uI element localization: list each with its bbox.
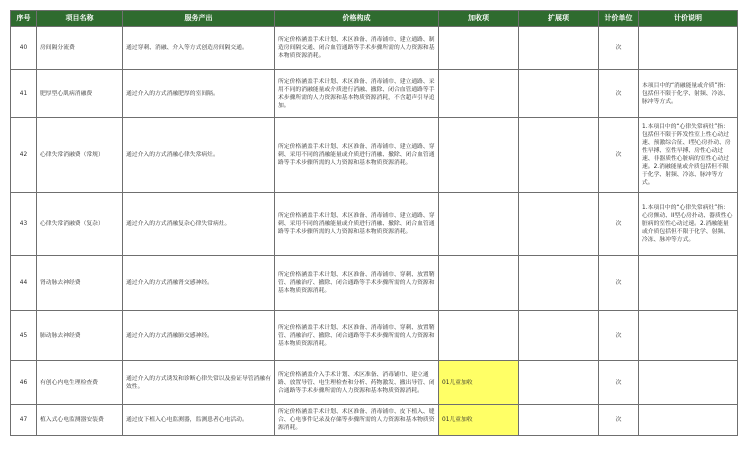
price-composition: 所定价格涵盖手术计划、术区准备、消毒铺巾、建立通路、穿刺、采用不同的消融能量或介质进行消融、撤除、闭合血管通路等手术步骤所需的人力资源和基本物质资源消耗。	[275, 118, 439, 193]
pricing-note	[639, 311, 738, 361]
pricing-note	[639, 27, 738, 70]
header-cell: 服务产出	[123, 11, 275, 27]
pricing-note: 1.本项目中的“心律失常病灶”指：心房颤动、II型心房扑动、器质性心脏病的室性心动过速。2.消融能量或介质包括但不限于化学、射频、冷冻、脉冲等方式。	[639, 193, 738, 256]
extension-item	[519, 405, 599, 436]
price-composition: 所定价格涵盖手术计划、术区准备、消毒铺巾、建立通路、制造房间隔交通、闭合血管通路等手术步骤所需的人力资源和基本物质资源消耗。	[275, 27, 439, 70]
pricing-note	[639, 405, 738, 436]
service-output: 通过介入的方式消融肺交感神经。	[123, 311, 275, 361]
service-output: 通过介入的方式诱发和诊断心律失常以及验证导管消融有效性。	[123, 361, 275, 405]
pricing-unit: 次	[599, 256, 639, 311]
price-table	[10, 10, 738, 436]
header-cell: 序号	[11, 11, 37, 27]
surcharge-item	[439, 118, 519, 193]
row-number: 45	[11, 311, 37, 361]
table-row	[11, 27, 738, 70]
surcharge-item	[439, 256, 519, 311]
table-row	[11, 256, 738, 311]
header-cell: 价格构成	[275, 11, 439, 27]
extension-item	[519, 361, 599, 405]
pricing-note	[639, 361, 738, 405]
price-composition: 所定价格涵盖介入手术计划、术区准备、消毒铺巾、建立通路、放置导管、电生理检查和分析、药物激发、撤出导管、闭合通路等手术步骤所需的人力资源和基本物质资源消耗。	[275, 361, 439, 405]
pricing-unit: 次	[599, 27, 639, 70]
extension-item	[519, 118, 599, 193]
extension-item	[519, 27, 599, 70]
service-output: 通过穿刺、消融、介入等方式创造房间隔交通。	[123, 27, 275, 70]
extension-item	[519, 256, 599, 311]
header-cell: 项目名称	[37, 11, 123, 27]
row-number: 47	[11, 405, 37, 436]
surcharge-item: 01儿童加收	[439, 405, 519, 436]
table-row	[11, 311, 738, 361]
table-row	[11, 70, 738, 118]
pricing-note: 1.本项目中的“心律失常病灶”指：包括但不限于阵发性室上性心动过速、预激综合征、I型心房扑动、房性早搏、室性早搏、房性心动过速、非器质性心脏病的室性心动过速。2.消融能量或介质包括但不限于化学、射频、冷冻、脉冲等方式。	[639, 118, 738, 193]
table-header-row	[11, 11, 738, 27]
price-composition: 所定价格涵盖手术计划、术区准备、消毒铺巾、建立通路、采用不同的消融能量或介质进行消融、撤除、闭合血管通路等手术步骤所需的人力资源和基本物质资源消耗，不含超声引导追加。	[275, 70, 439, 118]
surcharge-item	[439, 193, 519, 256]
header-cell: 计价说明	[639, 11, 738, 27]
extension-item	[519, 311, 599, 361]
price-table-wrapper	[10, 10, 738, 436]
item-name: 肥厚型心肌病消融费	[37, 70, 123, 118]
extension-item	[519, 70, 599, 118]
pricing-unit: 次	[599, 311, 639, 361]
pricing-unit: 次	[599, 361, 639, 405]
item-name: 房间隔分流费	[37, 27, 123, 70]
surcharge-item	[439, 311, 519, 361]
table-row	[11, 118, 738, 193]
header-cell: 扩展项	[519, 11, 599, 27]
extension-item	[519, 193, 599, 256]
service-output: 通过介入的方式消融复杂心律失常病灶。	[123, 193, 275, 256]
price-composition: 所定价格涵盖手术计划、术区准备、消毒铺巾、皮下植入、缝合、心电事件记录及存储等步骤所需的人力资源和基本物质资源消耗。	[275, 405, 439, 436]
surcharge-item	[439, 70, 519, 118]
item-name: 肾动脉去神经费	[37, 256, 123, 311]
service-output: 通过皮下植入心电监测器，监测患者心电活动。	[123, 405, 275, 436]
row-number: 40	[11, 27, 37, 70]
pricing-unit: 次	[599, 118, 639, 193]
surcharge-item: 01儿童加收	[439, 361, 519, 405]
item-name: 有创心内电生理检查费	[37, 361, 123, 405]
price-composition: 所定价格涵盖手术计划、术区准备、消毒铺巾、建立通路、穿刺、采用不同的消融能量或介质进行消融、撤除、闭合血管通路等手术步骤所需的人力资源和基本物质资源消耗。	[275, 193, 439, 256]
item-name: 肺动脉去神经费	[37, 311, 123, 361]
item-name: 心律失常消融费（复杂）	[37, 193, 123, 256]
row-number: 41	[11, 70, 37, 118]
surcharge-item	[439, 27, 519, 70]
row-number: 42	[11, 118, 37, 193]
row-number: 46	[11, 361, 37, 405]
service-output: 通过介入的方式消融肥厚的室间隔。	[123, 70, 275, 118]
pricing-unit: 次	[599, 70, 639, 118]
pricing-note	[639, 256, 738, 311]
item-name: 心律失常消融费（常规）	[37, 118, 123, 193]
service-output: 通过介入的方式消融肾交感神经。	[123, 256, 275, 311]
pricing-unit: 次	[599, 405, 639, 436]
price-composition: 所定价格涵盖手术计划、术区准备、消毒铺巾、穿刺、放置鞘管、消融治疗、撤除、闭合通路等手术步骤所需的人力资源和基本物质资源消耗。	[275, 256, 439, 311]
table-row	[11, 193, 738, 256]
row-number: 44	[11, 256, 37, 311]
service-output: 通过介入的方式消融心律失常病灶。	[123, 118, 275, 193]
header-cell: 计价单位	[599, 11, 639, 27]
item-name: 植入式心电监测器安装费	[37, 405, 123, 436]
pricing-unit: 次	[599, 193, 639, 256]
row-number: 43	[11, 193, 37, 256]
header-cell: 加收项	[439, 11, 519, 27]
price-composition: 所定价格涵盖手术计划、术区准备、消毒铺巾、穿刺、放置鞘管、消融治疗、撤除、闭合通路等手术步骤所需的人力资源和基本物质资源消耗。	[275, 311, 439, 361]
table-row	[11, 405, 738, 436]
table-row	[11, 361, 738, 405]
pricing-note: 本项目中的“消融能量或介质”指：包括但不限于化学、射频、冷冻、脉冲等方式。	[639, 70, 738, 118]
